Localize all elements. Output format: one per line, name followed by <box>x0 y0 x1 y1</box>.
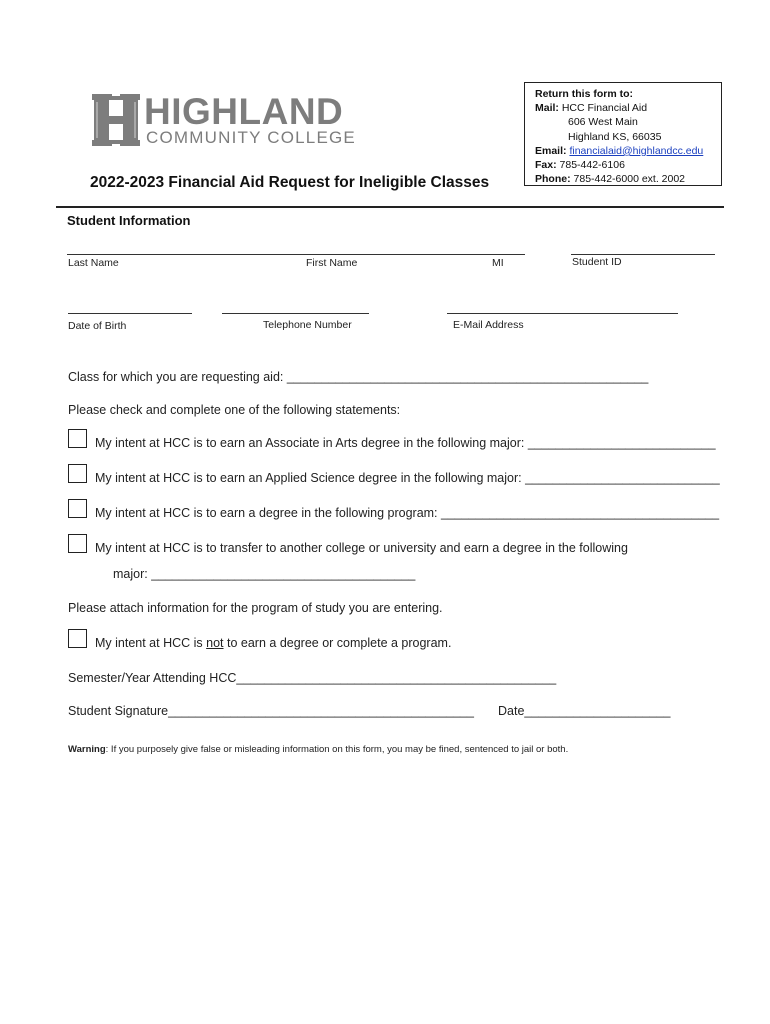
logo-subtitle: COMMUNITY COLLEGE <box>146 128 356 147</box>
email-label: Email: <box>535 144 567 157</box>
phone-label: Phone: <box>535 173 571 186</box>
mail-line3: Highland KS, 66035 <box>568 130 662 143</box>
no-degree-text-post: to earn a degree or complete a program. <box>223 636 452 650</box>
check-instruction: Please check and complete one of the following statements: <box>68 403 401 417</box>
logo-wordmark: HIGHLAND <box>144 91 344 132</box>
no-degree-text-pre: My intent at HCC is <box>95 636 207 650</box>
class-requested-field[interactable]: Class for which you are requesting aid: ____________________________________________________ <box>68 370 649 384</box>
last-name-label: Last Name <box>68 257 119 269</box>
dob-field-line[interactable] <box>68 313 192 314</box>
name-field-line[interactable] <box>67 254 525 255</box>
dob-label: Date of Birth <box>68 320 127 332</box>
no-degree-option <box>95 636 451 650</box>
highland-h-logo-icon <box>92 94 140 146</box>
first-name-label: First Name <box>306 257 358 269</box>
mi-label: MI <box>492 257 504 269</box>
return-address-box <box>524 82 722 186</box>
transfer-checkbox[interactable] <box>68 534 87 553</box>
phone-number: 785-442-6000 ext. 2002 <box>573 173 686 186</box>
semester-year-field[interactable]: Semester/Year Attending HCC______________________________________________ <box>68 671 557 685</box>
degree-program-option: My intent at HCC is to earn a degree in the following program: ________________________________________ <box>95 506 720 520</box>
applied-science-option: My intent at HCC is to earn an Applied Science degree in the following major: ____________________________ <box>95 471 720 485</box>
date-field[interactable]: Date_____________________ <box>498 704 671 718</box>
title-divider <box>56 206 724 208</box>
email-field-line[interactable] <box>447 313 678 314</box>
form-title: 2022-2023 Financial Aid Request for Ineligible Classes <box>90 174 490 191</box>
warning-label: Warning <box>68 744 106 755</box>
no-degree-checkbox[interactable] <box>68 629 87 648</box>
section-heading: Student Information <box>67 213 191 228</box>
warning-notice <box>68 744 568 755</box>
transfer-major-field[interactable]: major: ______________________________________ <box>113 567 416 581</box>
applied-science-checkbox[interactable] <box>68 464 87 483</box>
telephone-label: Telephone Number <box>263 319 352 331</box>
student-id-label: Student ID <box>572 256 622 268</box>
email-link[interactable]: financialaid@highlandcc.edu <box>569 144 704 157</box>
student-signature-field[interactable]: Student Signature____________________________________________ <box>68 704 474 718</box>
student-id-field-line[interactable] <box>571 254 715 255</box>
mail-line2: 606 West Main <box>568 116 638 129</box>
fax-number: 785-442-6106 <box>559 159 625 172</box>
transfer-option: My intent at HCC is to transfer to another college or university and earn a degree in the following <box>95 541 628 555</box>
no-degree-not-emphasis: not <box>206 636 224 650</box>
fax-label: Fax: <box>535 159 557 172</box>
attach-info-note: Please attach information for the program of study you are entering. <box>68 601 443 615</box>
mail-label: Mail: <box>535 102 559 115</box>
associate-arts-checkbox[interactable] <box>68 429 87 448</box>
email-address-label: E-Mail Address <box>453 319 524 331</box>
college-logo <box>92 92 362 150</box>
associate-arts-option: My intent at HCC is to earn an Associate in Arts degree in the following major: ___________________________ <box>95 436 716 450</box>
warning-text: : If you purposely give false or misleading information on this form, you may be fined, sentenced to jail or both. <box>105 744 569 755</box>
mail-line1: HCC Financial Aid <box>561 102 648 115</box>
return-heading: Return this form to: <box>535 88 633 100</box>
telephone-field-line[interactable] <box>222 313 369 314</box>
degree-program-checkbox[interactable] <box>68 499 87 518</box>
